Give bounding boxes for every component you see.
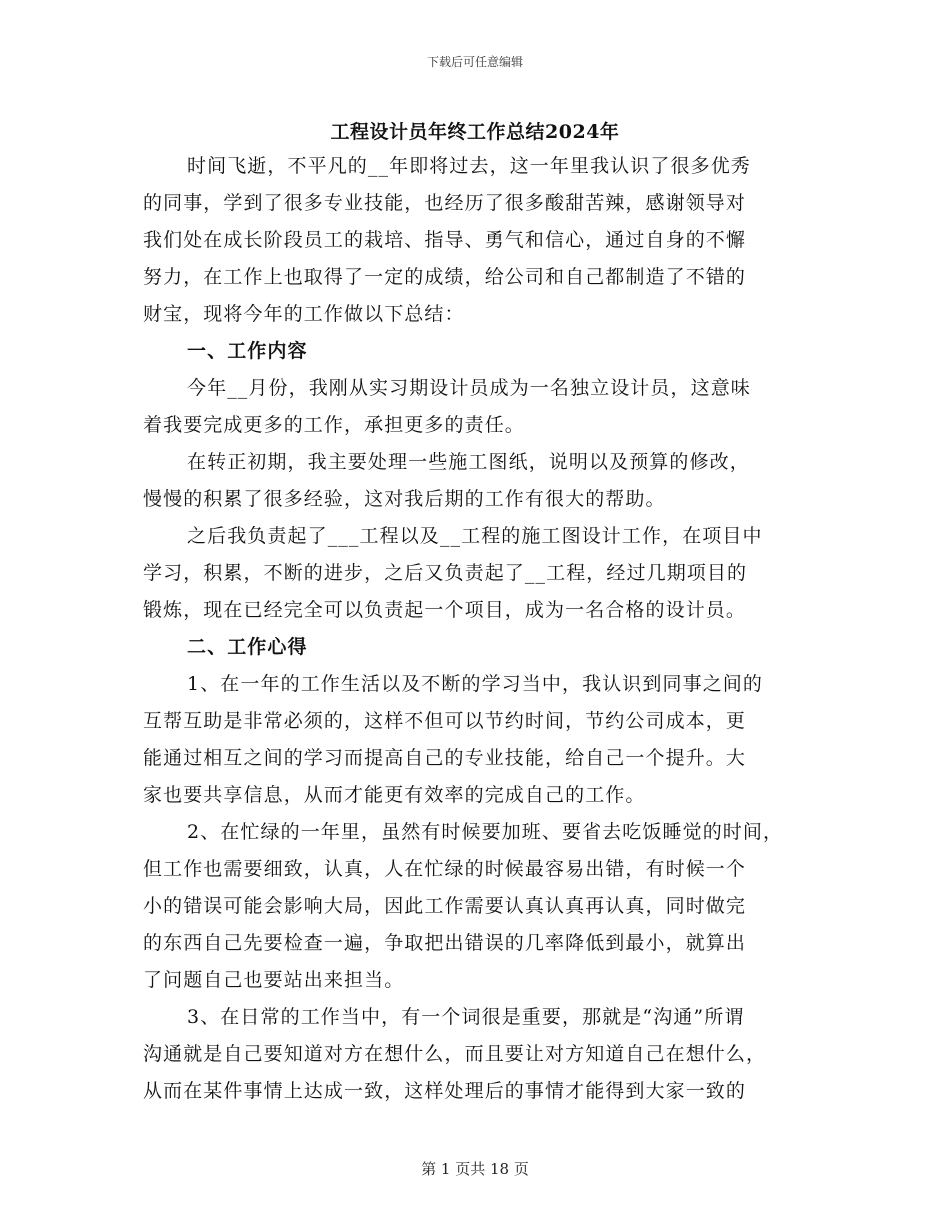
paragraph-line: 沟通就是自己要知道对方在想什么，而且要让对方知道自己在想什么， <box>143 1043 767 1065</box>
section-heading: 一、工作内容 <box>187 340 308 362</box>
paragraph-line: 互帮互助是非常必须的，这样不但可以节约时间，节约公司成本，更 <box>143 710 747 732</box>
paragraph-line: 努力，在工作上也取得了一定的成绩，给公司和自己都制造了不错的 <box>143 266 747 288</box>
paragraph-line: 家也要共享信息，从而才能更有效率的完成自己的工作。 <box>143 784 646 806</box>
paragraph-line: 3、在日常的工作当中，有一个词很是重要，那就是“沟通”所谓 <box>187 1006 745 1028</box>
paragraph-line: 在转正初期，我主要处理一些施工图纸，说明以及预算的修改， <box>187 451 750 473</box>
paragraph-line: 从而在某件事情上达成一致，这样处理后的事情才能得到大家一致的 <box>143 1080 747 1102</box>
paragraph-line: 时间飞逝，不平凡的__年即将过去，这一年里我认识了很多优秀 <box>187 155 751 177</box>
paragraph-line: 之后我负责起了___工程以及__工程的施工图设计工作，在项目中 <box>187 525 763 547</box>
document-title: 工程设计员年终工作总结2024年 <box>330 121 620 143</box>
document-body <box>143 148 808 1110</box>
paragraph-line: 学习，积累，不断的进步，之后又负责起了__工程，经过几期项目的 <box>143 562 748 584</box>
paragraph-line: 慢慢的积累了很多经验，这对我后期的工作有很大的帮助。 <box>143 488 666 510</box>
paragraph-line: 1、在一年的工作生活以及不断的学习当中，我认识到同事之间的 <box>187 673 763 695</box>
paragraph-line: 锻炼，现在已经完全可以负责起一个项目，成为一名合格的设计员。 <box>143 599 747 621</box>
paragraph-line: 的同事，学到了很多专业技能，也经历了很多酸甜苦辣，感谢领导对 <box>143 192 747 214</box>
paragraph-line: 着我要完成更多的工作，承担更多的责任。 <box>143 414 525 436</box>
paragraph-line: 2、在忙绿的一年里，虽然有时候要加班、要省去吃饭睡觉的时间， <box>187 821 784 843</box>
paragraph-line: 小的错误可能会影响大局，因此工作需要认真认真再认真，同时做完 <box>143 895 747 917</box>
paragraph-line: 财宝，现将今年的工作做以下总结： <box>143 303 465 325</box>
paragraph-line: 我们处在成长阶段员工的栽培、指导、勇气和信心，通过自身的不懈 <box>143 229 747 251</box>
paragraph-line: 但工作也需要细致，认真，人在忙绿的时候最容易出错，有时候一个 <box>143 858 747 880</box>
page-header: 下载后可任意编辑 <box>426 55 523 69</box>
paragraph-line: 今年__月份，我刚从实习期设计员成为一名独立设计员，这意味 <box>187 377 751 399</box>
section-heading: 二、工作心得 <box>187 636 308 658</box>
page-footer: 第 1 页共 18 页 <box>421 1160 529 1178</box>
paragraph-line: 能通过相互之间的学习而提高自己的专业技能，给自己一个提升。大 <box>143 747 747 769</box>
paragraph-line: 了问题自己也要站出来担当。 <box>143 969 405 991</box>
paragraph-line: 的东西自己先要检查一遍，争取把出错误的几率降低到最小，就算出 <box>143 932 747 954</box>
